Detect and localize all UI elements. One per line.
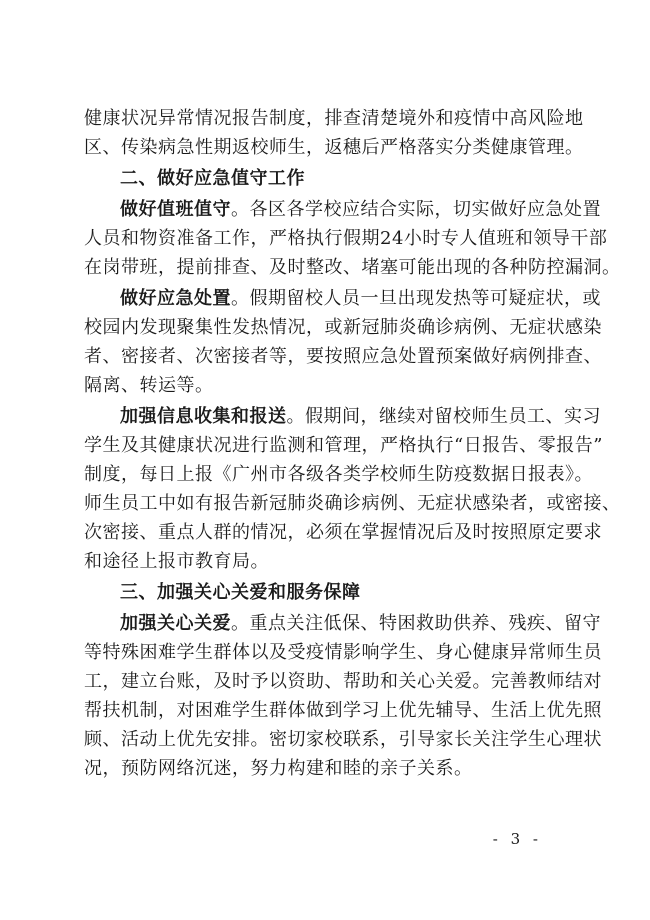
paragraph-line: 人员和物资准备工作，严格执行假期24小时专人值班和领导干部 [84,228,608,249]
paragraph-line: 和途径上报市教育局。 [84,551,269,572]
paragraph-line: 等特殊困难学生群体以及受疫情影响学生、身心健康异常师生员 [84,642,602,663]
paragraph-text: 。假期间，继续对留校师生员工、实习 [286,406,601,427]
paragraph-text: 。重点关注低保、特困救助供养、残疾、留守 [231,613,601,634]
paragraph-line [84,402,601,431]
section-heading-3: 三、加强关心关爱和服务保障 [120,582,361,603]
paragraph-line: 次密接、重点人群的情况，必须在掌握情况后及时按照原定要求 [84,522,602,543]
paragraph-line: 在岗带班，提前排查、及时整改、堵塞可能出现的各种防控漏洞。 [84,257,621,278]
paragraph-lead: 加强关心关爱 [120,613,231,634]
paragraph-lead: 做好值班值守 [120,199,231,220]
paragraph-line: 工，建立台账，及时予以资助、帮助和关心关爱。完善教师结对 [84,671,602,692]
paragraph-line: 健康状况异常情况报告制度，排查清楚境外和疫情中高风险地 [84,108,584,129]
paragraph-line: 校园内发现聚集性发热情况，或新冠肺炎确诊病例、无症状感染 [84,317,602,338]
section-heading-2: 二、做好应急值守工作 [120,168,305,189]
paragraph-text: 。假期留校人员一旦出现发热等可疑症状，或 [231,288,601,309]
paragraph-line: 学生及其健康状况进行监测和管理，严格执行“日报告、零报告” [84,435,603,456]
paragraph-line [84,195,601,224]
paragraph-lead: 做好应急处置 [120,288,231,309]
paragraph-line: 区、传染病急性期返校师生，返穗后严格落实分类健康管理。 [84,137,584,158]
paragraph-line: 者、密接者、次密接者等，要按照应急处置预案做好病例排查、 [84,346,602,367]
paragraph-line: 帮扶机制，对困难学生群体做到学习上优先辅导、生活上优先照 [84,700,602,721]
paragraph-lead: 加强信息收集和报送 [120,406,287,427]
paragraph-text: 。各区各学校应结合实际，切实做好应急处置 [231,199,601,220]
paragraph-line: 况，预防网络沉迷，努力构建和睦的亲子关系。 [84,758,473,779]
paragraph-line: 顾、活动上优先安排。密切家校联系，引导家长关注学生心理状 [84,729,602,750]
paragraph-line [84,284,601,313]
paragraph-line: 制度，每日上报《广州市各级各类学校师生防疫数据日报表》。 [84,464,593,485]
document-body [84,104,621,783]
paragraph-line: 隔离、转运等。 [84,375,214,396]
page-number: - 3 - [492,830,542,848]
paragraph-line [84,609,601,638]
paragraph-line: 师生员工中如有报告新冠肺炎确诊病例、无症状感染者，或密接、 [84,493,621,514]
